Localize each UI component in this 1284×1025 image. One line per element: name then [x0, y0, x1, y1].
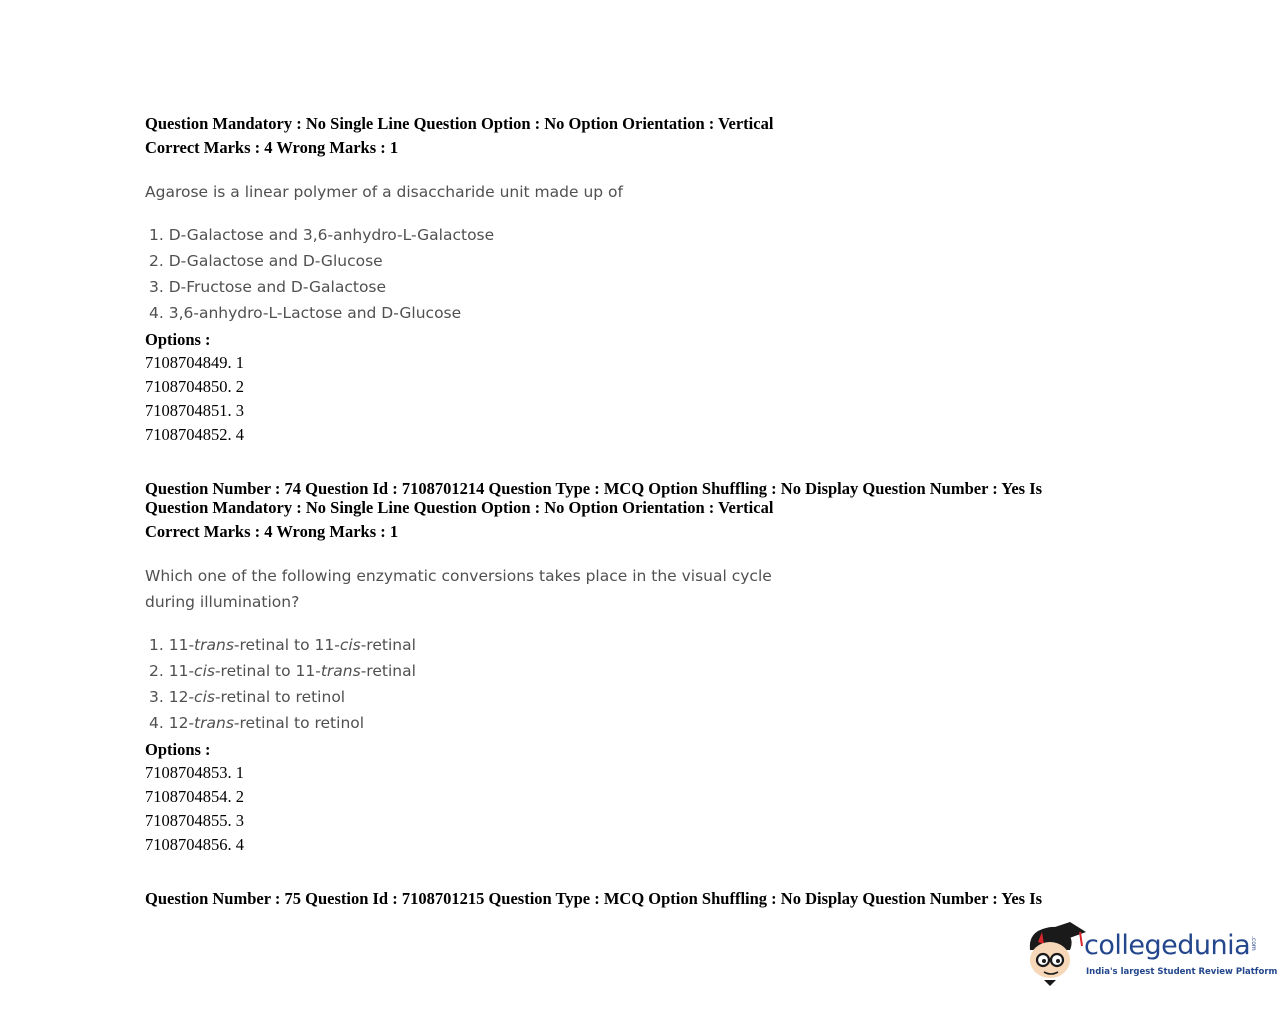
- question-meta-line: Question Number : 74 Question Id : 7108701214 Question Type : MCQ Option Shuffling : No Display Question Number : Yes Is: [145, 479, 1043, 498]
- question-meta-line: Question Mandatory : No Single Line Question Option : No Option Orientation : Vertical: [145, 114, 774, 133]
- marks-line: Correct Marks : 4 Wrong Marks : 1: [145, 522, 399, 541]
- brand-domain: .com: [1250, 936, 1257, 951]
- option-id: 7108704849. 1: [145, 353, 244, 372]
- brand-tagline: India's largest Student Review Platform: [1086, 967, 1278, 977]
- choice-item: 2. 11-cis-retinal to 11-trans-retinal: [149, 662, 416, 680]
- question-text: during illumination?: [145, 593, 300, 611]
- choice-item: 2. D-Galactose and D-Glucose: [149, 252, 383, 270]
- options-heading: Options :: [145, 330, 211, 349]
- brand-name: collegedunia: [1084, 930, 1251, 961]
- collegedunia-logo[interactable]: [1024, 920, 1278, 990]
- options-heading: Options :: [145, 740, 211, 759]
- choice-item: 1. D-Galactose and 3,6-anhydro-L-Galactose: [149, 226, 495, 244]
- option-id: 7108704852. 4: [145, 425, 244, 444]
- question-text: Agarose is a linear polymer of a disaccharide unit made up of: [145, 183, 623, 201]
- question-meta-line: Question Mandatory : No Single Line Question Option : No Option Orientation : Vertical: [145, 498, 774, 517]
- student-mascot-icon: [1024, 920, 1086, 988]
- choice-item: 3. D-Fructose and D-Galactose: [149, 278, 387, 296]
- option-id: 7108704855. 3: [145, 811, 244, 830]
- question-text: Which one of the following enzymatic conversions takes place in the visual cycle: [145, 567, 772, 585]
- option-id: 7108704854. 2: [145, 787, 244, 806]
- choice-list: [145, 632, 416, 736]
- option-id: 7108704851. 3: [145, 401, 244, 420]
- option-id: 7108704853. 1: [145, 763, 244, 782]
- option-id: 7108704856. 4: [145, 835, 244, 854]
- options-list: [145, 761, 244, 857]
- options-list: [145, 351, 244, 447]
- choice-item: 3. 12-cis-retinal to retinol: [149, 688, 346, 706]
- choice-item: 4. 3,6-anhydro-L-Lactose and D-Glucose: [149, 304, 462, 322]
- option-id: 7108704850. 2: [145, 377, 244, 396]
- choice-item: 1. 11-trans-retinal to 11-cis-retinal: [149, 636, 416, 654]
- marks-line: Correct Marks : 4 Wrong Marks : 1: [145, 138, 399, 157]
- choice-list: [145, 222, 494, 326]
- question-meta-line: Question Number : 75 Question Id : 7108701215 Question Type : MCQ Option Shuffling : No Display Question Number : Yes Is: [145, 889, 1043, 908]
- choice-item: 4. 12-trans-retinal to retinol: [149, 714, 365, 732]
